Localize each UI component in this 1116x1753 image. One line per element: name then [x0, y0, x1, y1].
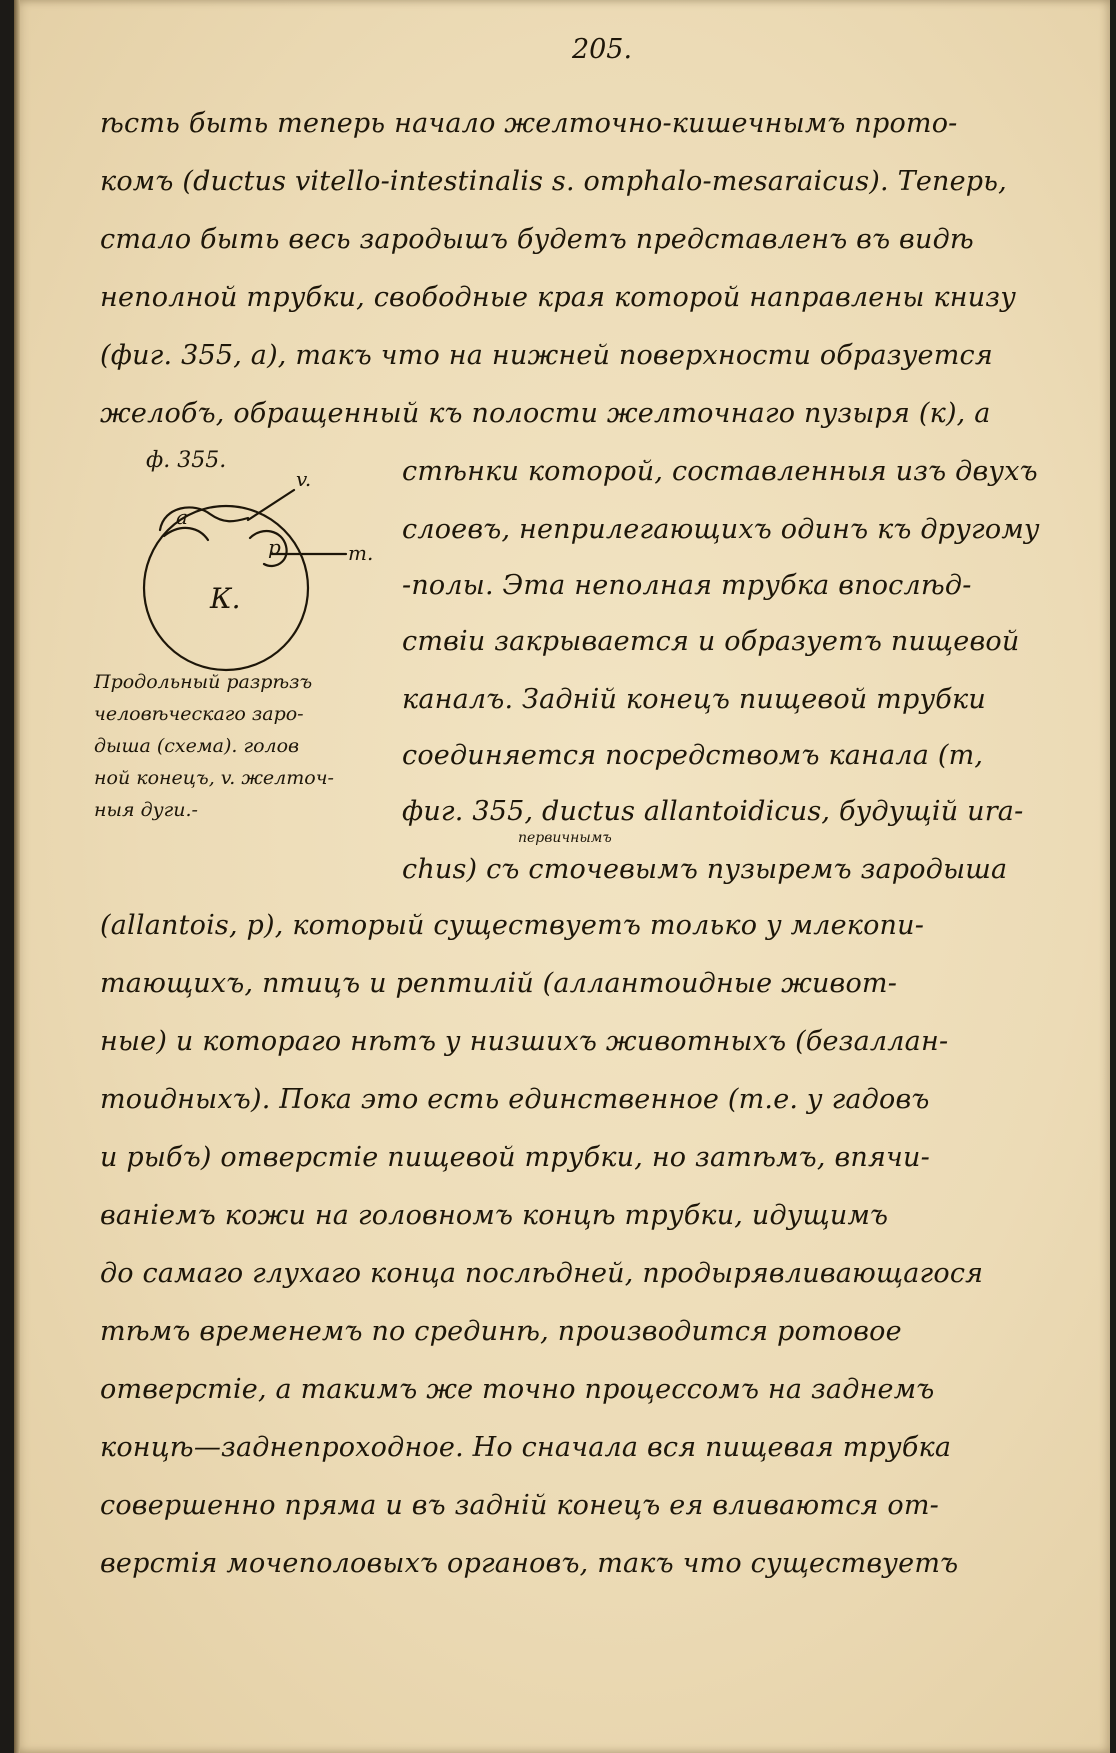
text-line: фиг. 355, ductus allantoidicus, будущій ura-: [402, 796, 1024, 827]
figure-caption: [94, 666, 384, 826]
text-line: отверстіе, а такимъ же точно процессомъ на заднемъ: [100, 1374, 935, 1405]
head-fold: [164, 528, 208, 540]
text-line: ваніемъ кожи на головномъ концѣ трубки, идущимъ: [100, 1200, 889, 1231]
text-line: соединяется посредствомъ канала (т,: [402, 740, 984, 771]
figure-letter-k: К.: [210, 582, 241, 615]
figure-label: ф. 355.: [146, 448, 227, 473]
caption-line: дыша (схема). голов: [94, 735, 300, 757]
text-line: слоевъ, неприлегающихъ одинъ къ другому: [402, 514, 1040, 545]
text-line: тающихъ, птицъ и рептилій (аллантоидные живот-: [100, 968, 898, 999]
text-line: ные) и котораго нѣтъ у низшихъ животныхъ (безаллан-: [100, 1026, 949, 1057]
figure-letter-p: p: [268, 535, 281, 559]
caption-line: ныя дуги.-: [94, 799, 198, 821]
page-number: 205.: [571, 34, 633, 65]
text-line: концѣ—заднепроходное. Но сначала вся пищевая трубка: [100, 1432, 952, 1463]
text-line: -полы. Эта неполная трубка впослѣд-: [402, 570, 972, 601]
manuscript-page: [14, 0, 1110, 1753]
caption-line: ной конецъ, v. желточ-: [94, 767, 334, 789]
text-line: стало быть весь зародышъ будетъ представленъ въ видѣ: [100, 224, 974, 255]
text-line: неполной трубки, свободные края которой направлены книзу: [100, 282, 1017, 313]
text-line: комъ (ductus vitello-intestinalis s. omphalo-mesaraicus). Теперь,: [100, 166, 1007, 197]
caption-line: человѣческаго заро-: [94, 703, 304, 725]
figure-letter-a: a: [176, 505, 188, 529]
text-line: каналъ. Задній конецъ пищевой трубки: [402, 684, 986, 715]
text-line: ѣсть быть теперь начало желточно-кишечнымъ прото-: [100, 108, 958, 139]
page-binding-edge: [14, 0, 20, 1753]
text-line: желобъ, обращенный къ полости желточнаго пузыря (к), а: [100, 398, 991, 429]
text-line: совершенно пряма и въ задній конецъ ея вливаются от-: [100, 1490, 939, 1521]
embryo-section-figure: [124, 448, 384, 688]
embryo-diagram: [124, 448, 384, 688]
caption-line: Продольный разрѣзъ: [94, 671, 313, 693]
interlinear-note: первичнымъ: [518, 830, 612, 846]
text-line: (allantois, p), который существуетъ только у млекопи-: [100, 910, 925, 941]
text-line: и рыбъ) отверстіе пищевой трубки, но затѣмъ, впячи-: [100, 1142, 930, 1173]
text-line: (фиг. 355, а), такъ что на нижней поверхности образуется: [100, 340, 993, 371]
text-line: до самаго глухаго конца послѣдней, продырявливающагося: [100, 1258, 984, 1289]
text-line: тѣмъ временемъ по срединѣ, производится ротовое: [100, 1316, 902, 1347]
text-line: стѣнки которой, составленныя изъ двухъ: [402, 456, 1038, 487]
text-line: ствіи закрывается и образуетъ пищевой: [402, 626, 1020, 657]
figure-letter-v: v.: [296, 467, 312, 491]
text-line: верстія мочеполовыхъ органовъ, такъ что существуетъ: [100, 1548, 959, 1579]
text-line: тоидныхъ). Пока это есть единственное (т.е. у гадовъ: [100, 1084, 930, 1115]
figure-letter-m: m.: [348, 541, 374, 565]
pointer-v: [248, 490, 294, 520]
text-line: chus) съ сточевымъ пузыремъ зародыша: [402, 854, 1008, 885]
